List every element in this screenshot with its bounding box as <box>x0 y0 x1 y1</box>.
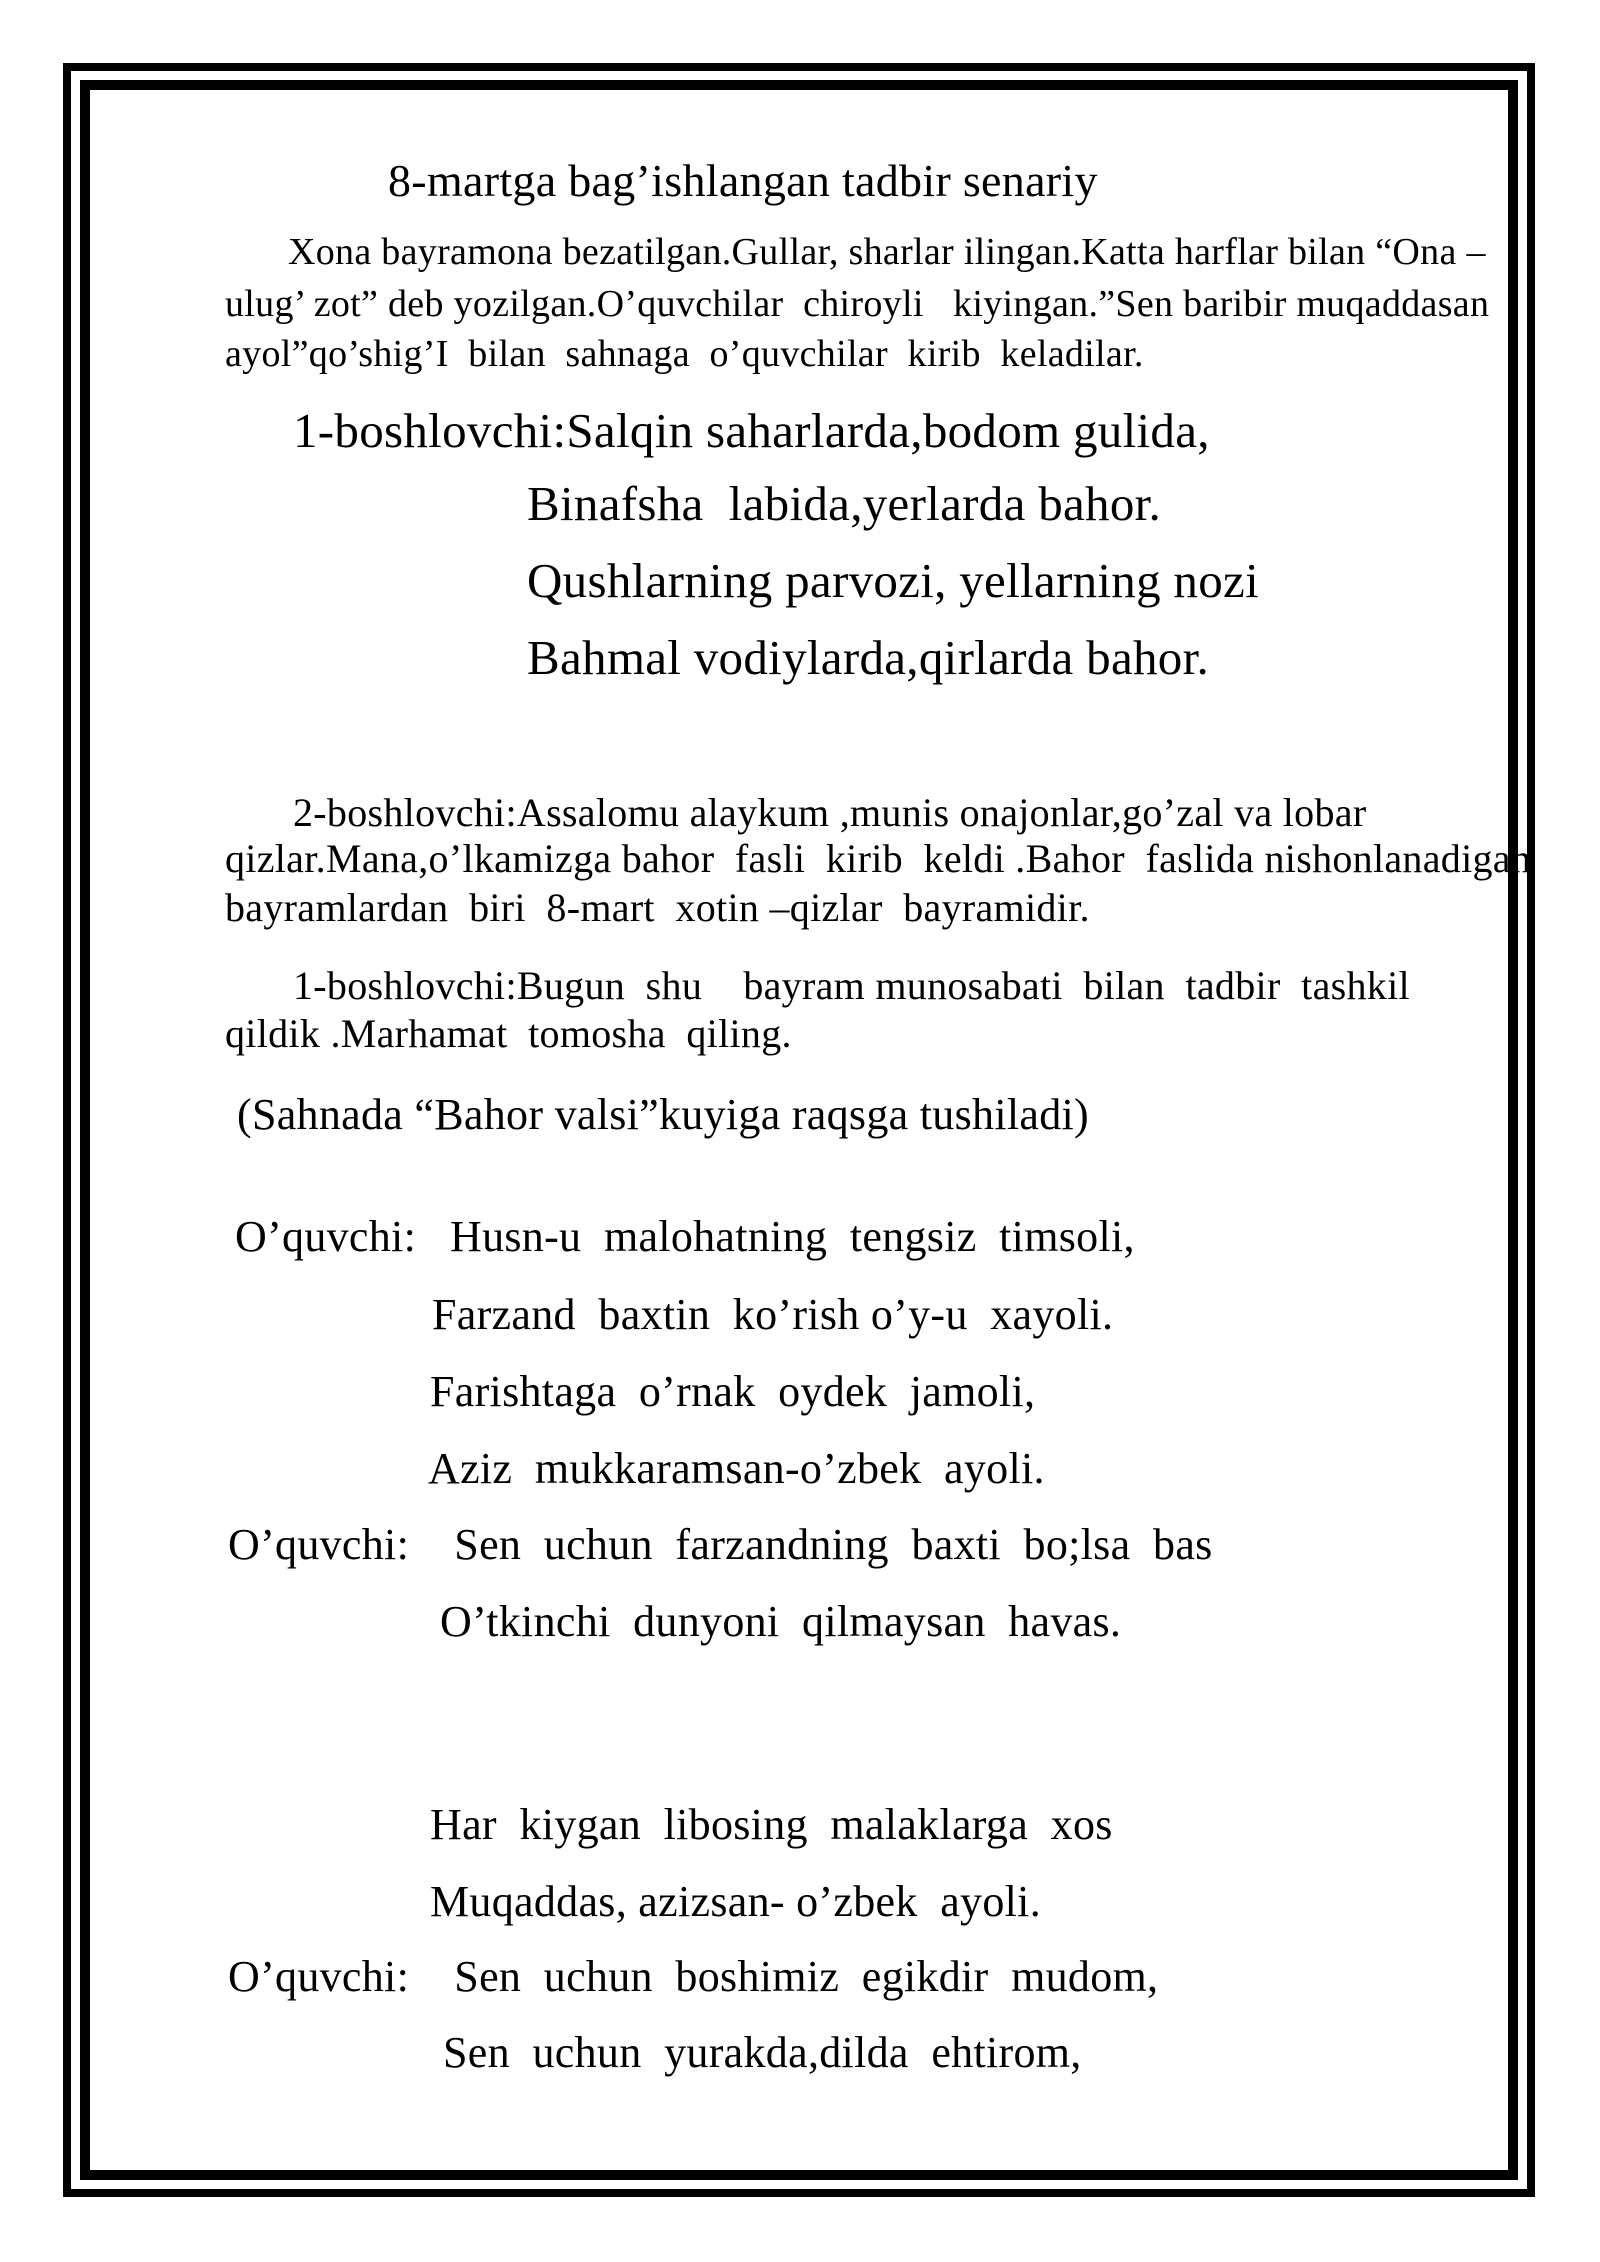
intro-line: Xona bayramona bezatilgan.Gullar, sharlar ilingan.Katta harflar bilan “Ona – <box>288 231 1486 273</box>
host1-verse-line: Qushlarning parvozi, yellarning nozi <box>527 553 1259 608</box>
intro-line: ayol”qo’shig’I bilan sahnaga o’quvchilar kirib keladilar. <box>225 333 1144 375</box>
intro-line: ulug’ zot” deb yozilgan.O’quvchilar chiroyli kiyingan.”Sen baribir muqaddasan <box>225 283 1490 325</box>
stage-direction: (Sahnada “Bahor valsi”kuyiga raqsga tushiladi) <box>237 1090 1089 1139</box>
host2-line: qizlar.Mana,o’lkamizga bahor fasli kirib keldi .Bahor faslida nishonlanadigan <box>225 836 1532 881</box>
pupil-verse-line: Farishtaga o’rnak oydek jamoli, <box>430 1367 1036 1416</box>
host2-line: bayramlardan biri 8-mart xotin –qizlar bayramidir. <box>225 885 1090 930</box>
pupil-verse-line: Aziz mukkaramsan-o’zbek ayoli. <box>428 1444 1045 1493</box>
host1-announce-line: qildik .Marhamat tomosha qiling. <box>225 1011 792 1056</box>
pupil-verse-line: O’tkinchi dunyoni qilmaysan havas. <box>440 1597 1122 1646</box>
host2-line: 2-boshlovchi:Assalomu alaykum ,munis onajonlar,go’zal va lobar <box>293 790 1367 835</box>
host1-verse-line: Bahmal vodiylarda,qirlarda bahor. <box>527 630 1210 685</box>
host1-verse-line: 1-boshlovchi:Salqin saharlarda,bodom gulida, <box>293 403 1210 458</box>
pupil-verse-line: O’quvchi: Sen uchun boshimiz egikdir mudom, <box>228 1952 1159 2001</box>
document-title: 8-martga bag’ishlangan tadbir senariy <box>388 155 1098 206</box>
host1-verse-line: Binafsha labida,yerlarda bahor. <box>527 476 1162 531</box>
pupil-verse-line: Muqaddas, azizsan- o’zbek ayoli. <box>430 1877 1042 1926</box>
host1-announce-line: 1-boshlovchi:Bugun shu bayram munosabati bilan tadbir tashkil <box>293 963 1410 1008</box>
pupil-verse-line: Sen uchun yurakda,dilda ehtirom, <box>443 2028 1082 2077</box>
pupil-verse-line: O’quvchi: Husn-u malohatning tengsiz timsoli, <box>235 1212 1135 1261</box>
pupil-verse-line: Har kiygan libosing malaklarga xos <box>430 1800 1113 1849</box>
pupil-verse-line: O’quvchi: Sen uchun farzandning baxti bo;lsa bas <box>228 1520 1213 1569</box>
pupil-verse-line: Farzand baxtin ko’rish o’y-u xayoli. <box>432 1290 1114 1339</box>
